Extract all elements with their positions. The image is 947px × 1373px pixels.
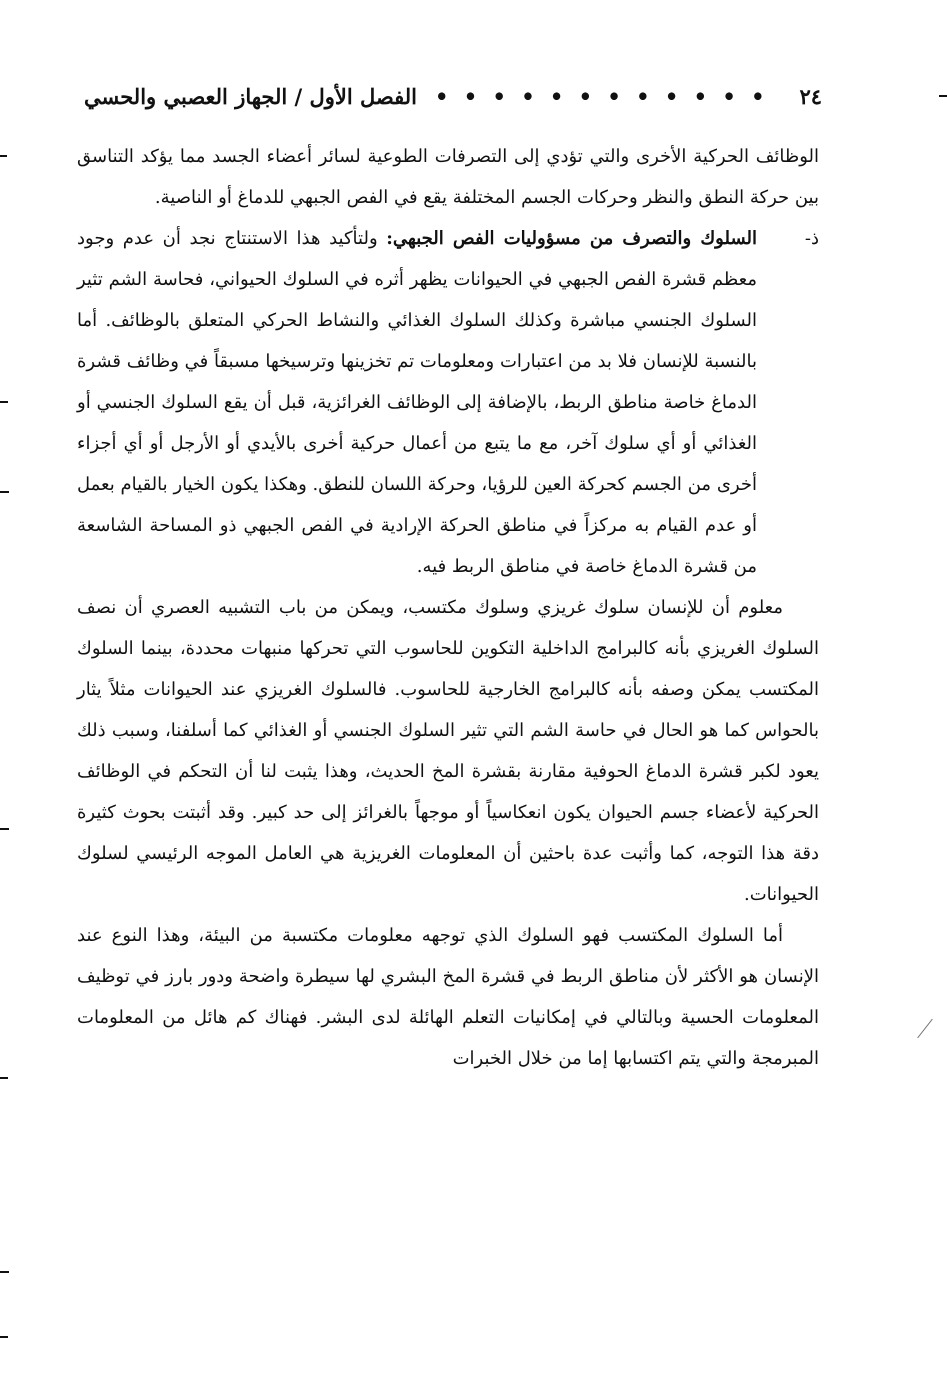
left-margin-mark [0,1336,8,1338]
paragraph-instinctive-behavior: معلوم أن للإنسان سلوك غريزي وسلوك مكتسب، ويمكن من باب التشبيه العصري أن نصف السلوك الغريزي بأنه كالبرامج الداخلية التكوين للحاسوب التي تحركها منبهات محددة، بينما السلوك المكتسب يمكن وصفه بأنه كالبرامج الخارجية للحاسوب. فالسلوك الغريزي عند الحيوانات مثلاً يثار بالحواس كما هو الحال في حاسة الشم التي تثير السلوك الجنسي أو الغذائي كما أسلفنا، وسبب ذلك يعود لكبر قشرة الدماغ الحوفية مقارنة بقشرة المخ الحديث، وهذا يثبت لنا أن التحكم في الوظائف الحركية لأعضاء جسم الحيوان يكون انعكاسياً أو موجهاً بالغرائز إلى حد كبير. وقد أثبتت بحوث كثيرة دقة هذا التوجه، كما وأثبت عدة باحثين أن المعلومات الغريزية هي العامل الموجه الرئيسي لسلوك الحيوانات. [77,597,819,905]
left-margin-mark [0,828,9,830]
left-margin-mark [0,155,7,157]
left-margin-mark [0,1077,8,1079]
page-number: ٢٤ [799,83,822,109]
list-item-text: ولتأكيد هذا الاستنتاج نجد أن عدم وجود معظم قشرة الفص الجبهي في الحيوانات يظهر أثره في السلوك الحيواني، فحاسة الشم تثير السلوك الجنسي مباشرة وكذلك السلوك الغذائي والنشاط الحركي المتعلق بالوظائف. أما بالنسبة للإنسان فلا بد من اعتبارات ومعلومات تم تخزينها وترسيخها مسبقاً في وظائف قشرة الدماغ خاصة مناطق الربط، بالإضافة إلى الوظائف الغرائزية، قبل أن يقع السلوك الجنسي أو الغذائي أو أي سلوك آخر، مع ما يتبع من أعمال حركية أخرى بالأيدي أو الأرجل أو أي أجزاء أخرى من الجسم كحركة العين للرؤيا، وحركة اللسان للنطق. وهكذا يكون الخيار بالقيام بعمل أو عدم القيام به مركزاً في مناطق الحركة الإرادية في الفص الجبهي ذو المساحة الشاسعة من قشرة الدماغ خاصة في مناطق الربط فيه. [77,228,758,577]
left-margin-mark [0,401,8,403]
list-marker: ذ- [804,228,819,249]
left-margin-mark [0,491,9,493]
paragraph-continuation: الوظائف الحركية الأخرى والتي تؤدي إلى التصرفات الطوعية لسائر أعضاء الجسد مما يؤكد التناسق بين حركة النطق والنظر وحركات الجسم المختلفة يقع في الفص الجبهي للدماغ أو الناصية. [77,146,819,208]
chapter-title: الفصل الأول / الجهاز العصبي والحسي [84,83,417,109]
left-margin-mark [0,1271,9,1273]
scan-mark-line [917,1019,933,1039]
list-item-frontal-lobe-behavior [77,218,819,587]
list-item-body [77,218,757,587]
page-header [84,76,822,116]
right-margin-mark [939,95,947,97]
list-item-title: السلوك والتصرف من مسؤوليات الفص الجبهي: [386,228,757,249]
page-body [77,136,819,1079]
paragraph-acquired-behavior: أما السلوك المكتسب فهو السلوك الذي توجهه معلومات مكتسبة من البيئة، وهذا النوع عند الإنسان هو الأكثر لأن مناطق الربط في قشرة المخ البشري لها سيطرة واضحة ودور بارز في توظيف المعلومات الحسية وبالتالي في إمكانيات التعلم الهائلة لدى البشر. فهناك كم هائل من المعلومات المبرمجة والتي يتم اكتسابها إما من خلال الخبرات [77,925,819,1069]
header-dot-leader: • • • • • • • • • • • • [435,83,769,109]
